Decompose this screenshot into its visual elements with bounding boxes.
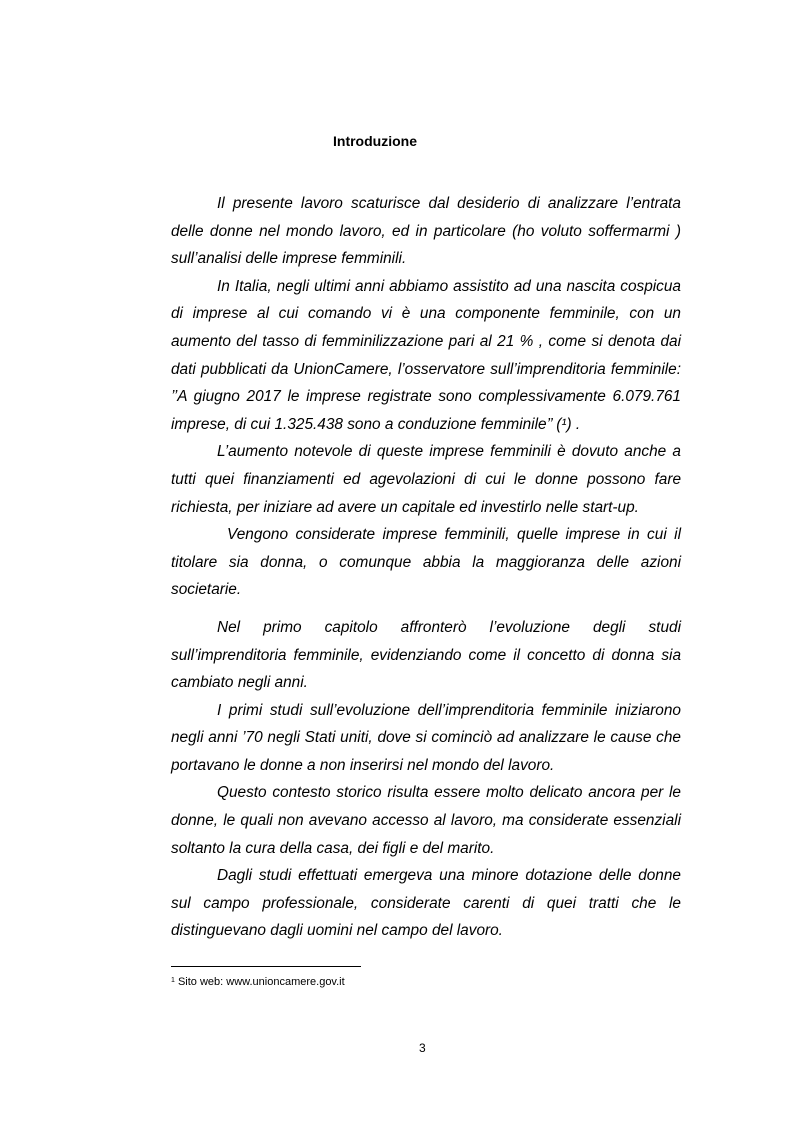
paragraph-italia: In Italia, negli ultimi anni abbiamo assistito ad una nascita cospicua di imprese al cui comando vi è una componente femminile, con un aumento del tasso di femminilizzazione pari al 21 % , come si denota dai dati pubblicati da UnionCamere, l’osservatore sull’imprenditoria femminile: ’’A giugno 2017 le imprese registrate sono complessivamente 6.079.761 imprese, di cui 1.325.438 sono a conduzione femminile’’ (¹) . [171,277,681,433]
paragraph-intro: Il presente lavoro scaturisce dal desiderio di analizzare l’entrata delle donne nel mondo lavoro, ed in particolare (ho voluto soffermarmi ) sull’analisi delle imprese femminili. [171,195,681,268]
paragraph-aumento: L’aumento notevole di queste imprese femminili è dovuto anche a tutti quei finanziamenti ed agevolazioni di cui le donne possono fare richiesta, per iniziare ad avere un capitale ed investirlo nelle start-up. [171,443,681,516]
footnote-marker: 1 [171,977,175,984]
footnote [171,974,345,990]
body-text [171,190,681,945]
footnote-divider [171,966,361,967]
page-title: Introduzione [333,133,417,149]
paragraph-dagli-studi: Dagli studi effettuati emergeva una minore dotazione delle donne sul campo professionale, considerate carenti di quei tratti che le distinguevano dagli uomini nel campo del lavoro. [171,867,681,940]
page-number: 3 [419,1041,426,1055]
paragraph-primi-studi: I primi studi sull’evoluzione dell’imprenditoria femminile iniziarono negli anni ’70 negli Stati uniti, dove si cominciò ad analizzare le cause che portavano le donne a non inserirsi nel mondo del lavoro. [171,701,681,774]
paragraph-primo-capitolo: Nel primo capitolo affronterò l’evoluzione degli studi sull’imprenditoria femminile, evidenziando come il concetto di donna sia cambiato negli anni. [171,618,681,692]
footnote-text: Sito web: www.unioncamere.gov.it [177,976,345,988]
paragraph-definizione: Vengono considerate imprese femminili, quelle imprese in cui il titolare sia donna, o comunque abbia la maggioranza delle azioni societarie. [171,526,681,599]
paragraph-contesto: Questo contesto storico risulta essere molto delicato ancora per le donne, le quali non avevano accesso al lavoro, ma considerate essenziali soltanto la cura della casa, dei figli e del marito. [171,784,681,857]
